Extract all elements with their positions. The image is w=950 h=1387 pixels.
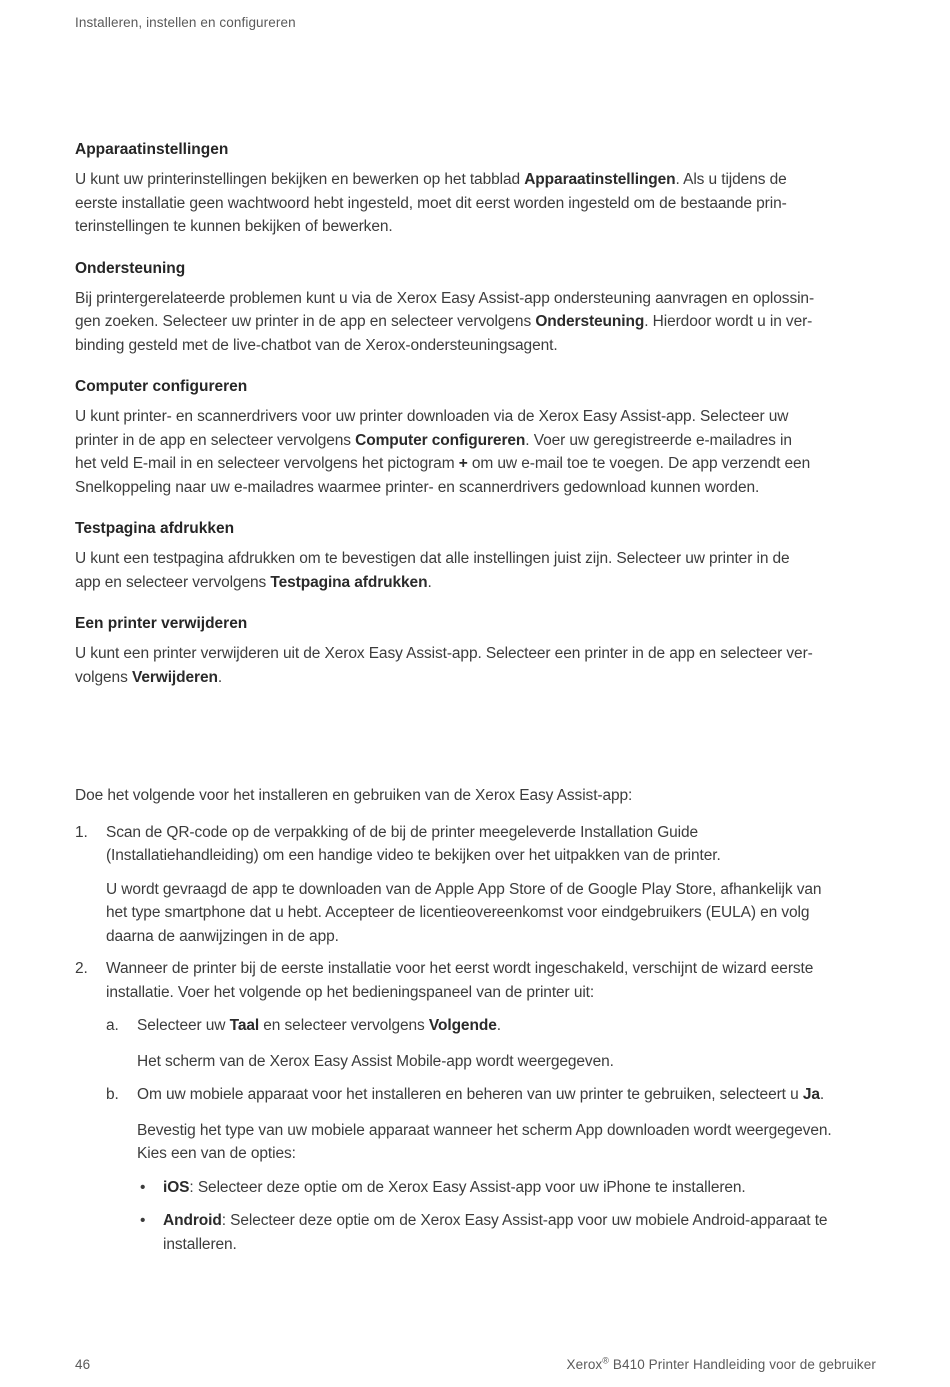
procedure-intro: Doe het volgende voor het installeren en gebruiken van de Xerox Easy Assist-app: [75,787,633,804]
substep-result-text: Het scherm van de Xerox Easy Assist Mobile-app wordt weergegeven. [137,1052,614,1070]
section-heading: Een printer verwijderen [75,615,248,632]
document-title: Xerox® B410 Printer Handleiding voor de gebruiker [566,1355,876,1372]
bullet-text: iOS: Selecteer deze optie om de Xerox Easy Assist-app voor uw iPhone te installeren. [163,1178,746,1196]
bullet-icon: • [140,1212,146,1229]
step-body [106,957,887,1256]
step-text: Scan de QR-code op de verpakking of de bij de printer meegeleverde Installation Guide (Installatiehandleiding) om een handige video te bekijken over het uitpakken van de printer. [106,823,721,864]
step-1 [75,821,887,949]
section-heading: Testpagina afdrukken [75,520,235,537]
section-testpagina-afdrukken [75,519,887,594]
bullet-text: Android: Selecteer deze optie om de Xerox Easy Assist-app voor uw mobiele Android-apparaat te installeren. [163,1212,828,1253]
bullet-item-ios [137,1176,887,1200]
substep-result-text: Bevestig het type van uw mobiele apparaat wanneer het scherm App downloaden wordt weergegeven. Kies een van de opties: [137,1121,832,1162]
substep-b [106,1083,887,1256]
substep-a [106,1014,887,1073]
substep-letter: b. [106,1086,119,1103]
section-spacer [75,709,887,784]
bullet-icon: • [140,1178,146,1196]
section-heading: Ondersteuning [75,259,186,277]
substep-body [137,1083,887,1256]
section-paragraph: U kunt uw printerinstellingen bekijken en bewerken op het tabblad Apparaatinstellingen. Als u tijdens de eerste installatie geen wachtwoord hebt ingesteld, moet dit eerst worden ingesteld om de bestaande prin- terinstellingen te kunnen bekijken of bewerken. [75,171,787,235]
bullet-item-android [137,1209,887,1256]
running-header: Installeren, instellen en configureren [75,15,296,30]
section-apparaatinstellingen [75,140,887,239]
substep-text: Selecteer uw Taal en selecteer vervolgens Volgende. [137,1017,501,1034]
step-number: 2. [75,960,88,977]
step-text: Wanneer de printer bij de eerste installatie voor het eerst wordt ingeschakeld, verschijnt de wizard eerste installatie. Voer het volgende op het bedieningspaneel van de printer uit: [106,960,814,1001]
step-paragraph: U wordt gevraagd de app te downloaden van de Apple App Store of de Google Play Store, afhankelijk van het type smartphone dat u hebt. Accepteer de licentieovereenkomst voor eindgebruikers (EULA) en volg daarna de aanwijzingen in de app. [106,880,822,945]
substep-text: Om uw mobiele apparaat voor het installeren en beheren van uw printer te gebruiken, selecteert u Ja. [137,1086,825,1103]
section-een-printer-verwijderen [75,614,887,689]
section-heading: Computer configureren [75,378,248,395]
section-paragraph: U kunt printer- en scannerdrivers voor uw printer downloaden via de Xerox Easy Assist-app. Selecteer uw printer in de app en selecteer vervolgens Computer configureren. Voer uw geregistreerde e-mailadres in het veld E-mail in en selecteer vervolgens het pictogram + om uw e-mail toe te voegen. De app verzendt een Snelkoppeling naar uw e-mailadres waarmee printer- en scannerdrivers gedownload kunnen worden. [75,408,811,496]
section-paragraph: U kunt een printer verwijderen uit de Xerox Easy Assist-app. Selecteer een printer in de app en selecteer ver- volgens Verwijderen. [75,645,813,686]
section-ondersteuning [75,259,887,358]
registered-trademark-symbol: ® [602,1355,610,1366]
step-2 [75,957,887,1256]
page-footer [75,1356,876,1373]
section-paragraph: Bij printergerelateerde problemen kunt u via de Xerox Easy Assist-app ondersteuning aanvragen en oplossin- gen zoeken. Selecteer uw printer in de app en selecteer vervolgens Ondersteuning. Hierdoor wordt u in ver- binding gesteld met de live-chatbot van de Xerox-ondersteuningsagent. [75,289,815,354]
step-body [106,821,887,949]
page-number: 46 [75,1357,91,1372]
step-number: 1. [75,823,88,841]
page-content [75,140,887,1256]
section-computer-configureren [75,377,887,499]
substep-letter: a. [106,1017,119,1034]
section-paragraph: U kunt een testpagina afdrukken om te bevestigen dat alle instellingen juist zijn. Selecteer uw printer in de app en selecteer vervolgens Testpagina afdrukken. [75,550,790,591]
substep-body [137,1014,887,1073]
section-heading: Apparaatinstellingen [75,141,229,158]
